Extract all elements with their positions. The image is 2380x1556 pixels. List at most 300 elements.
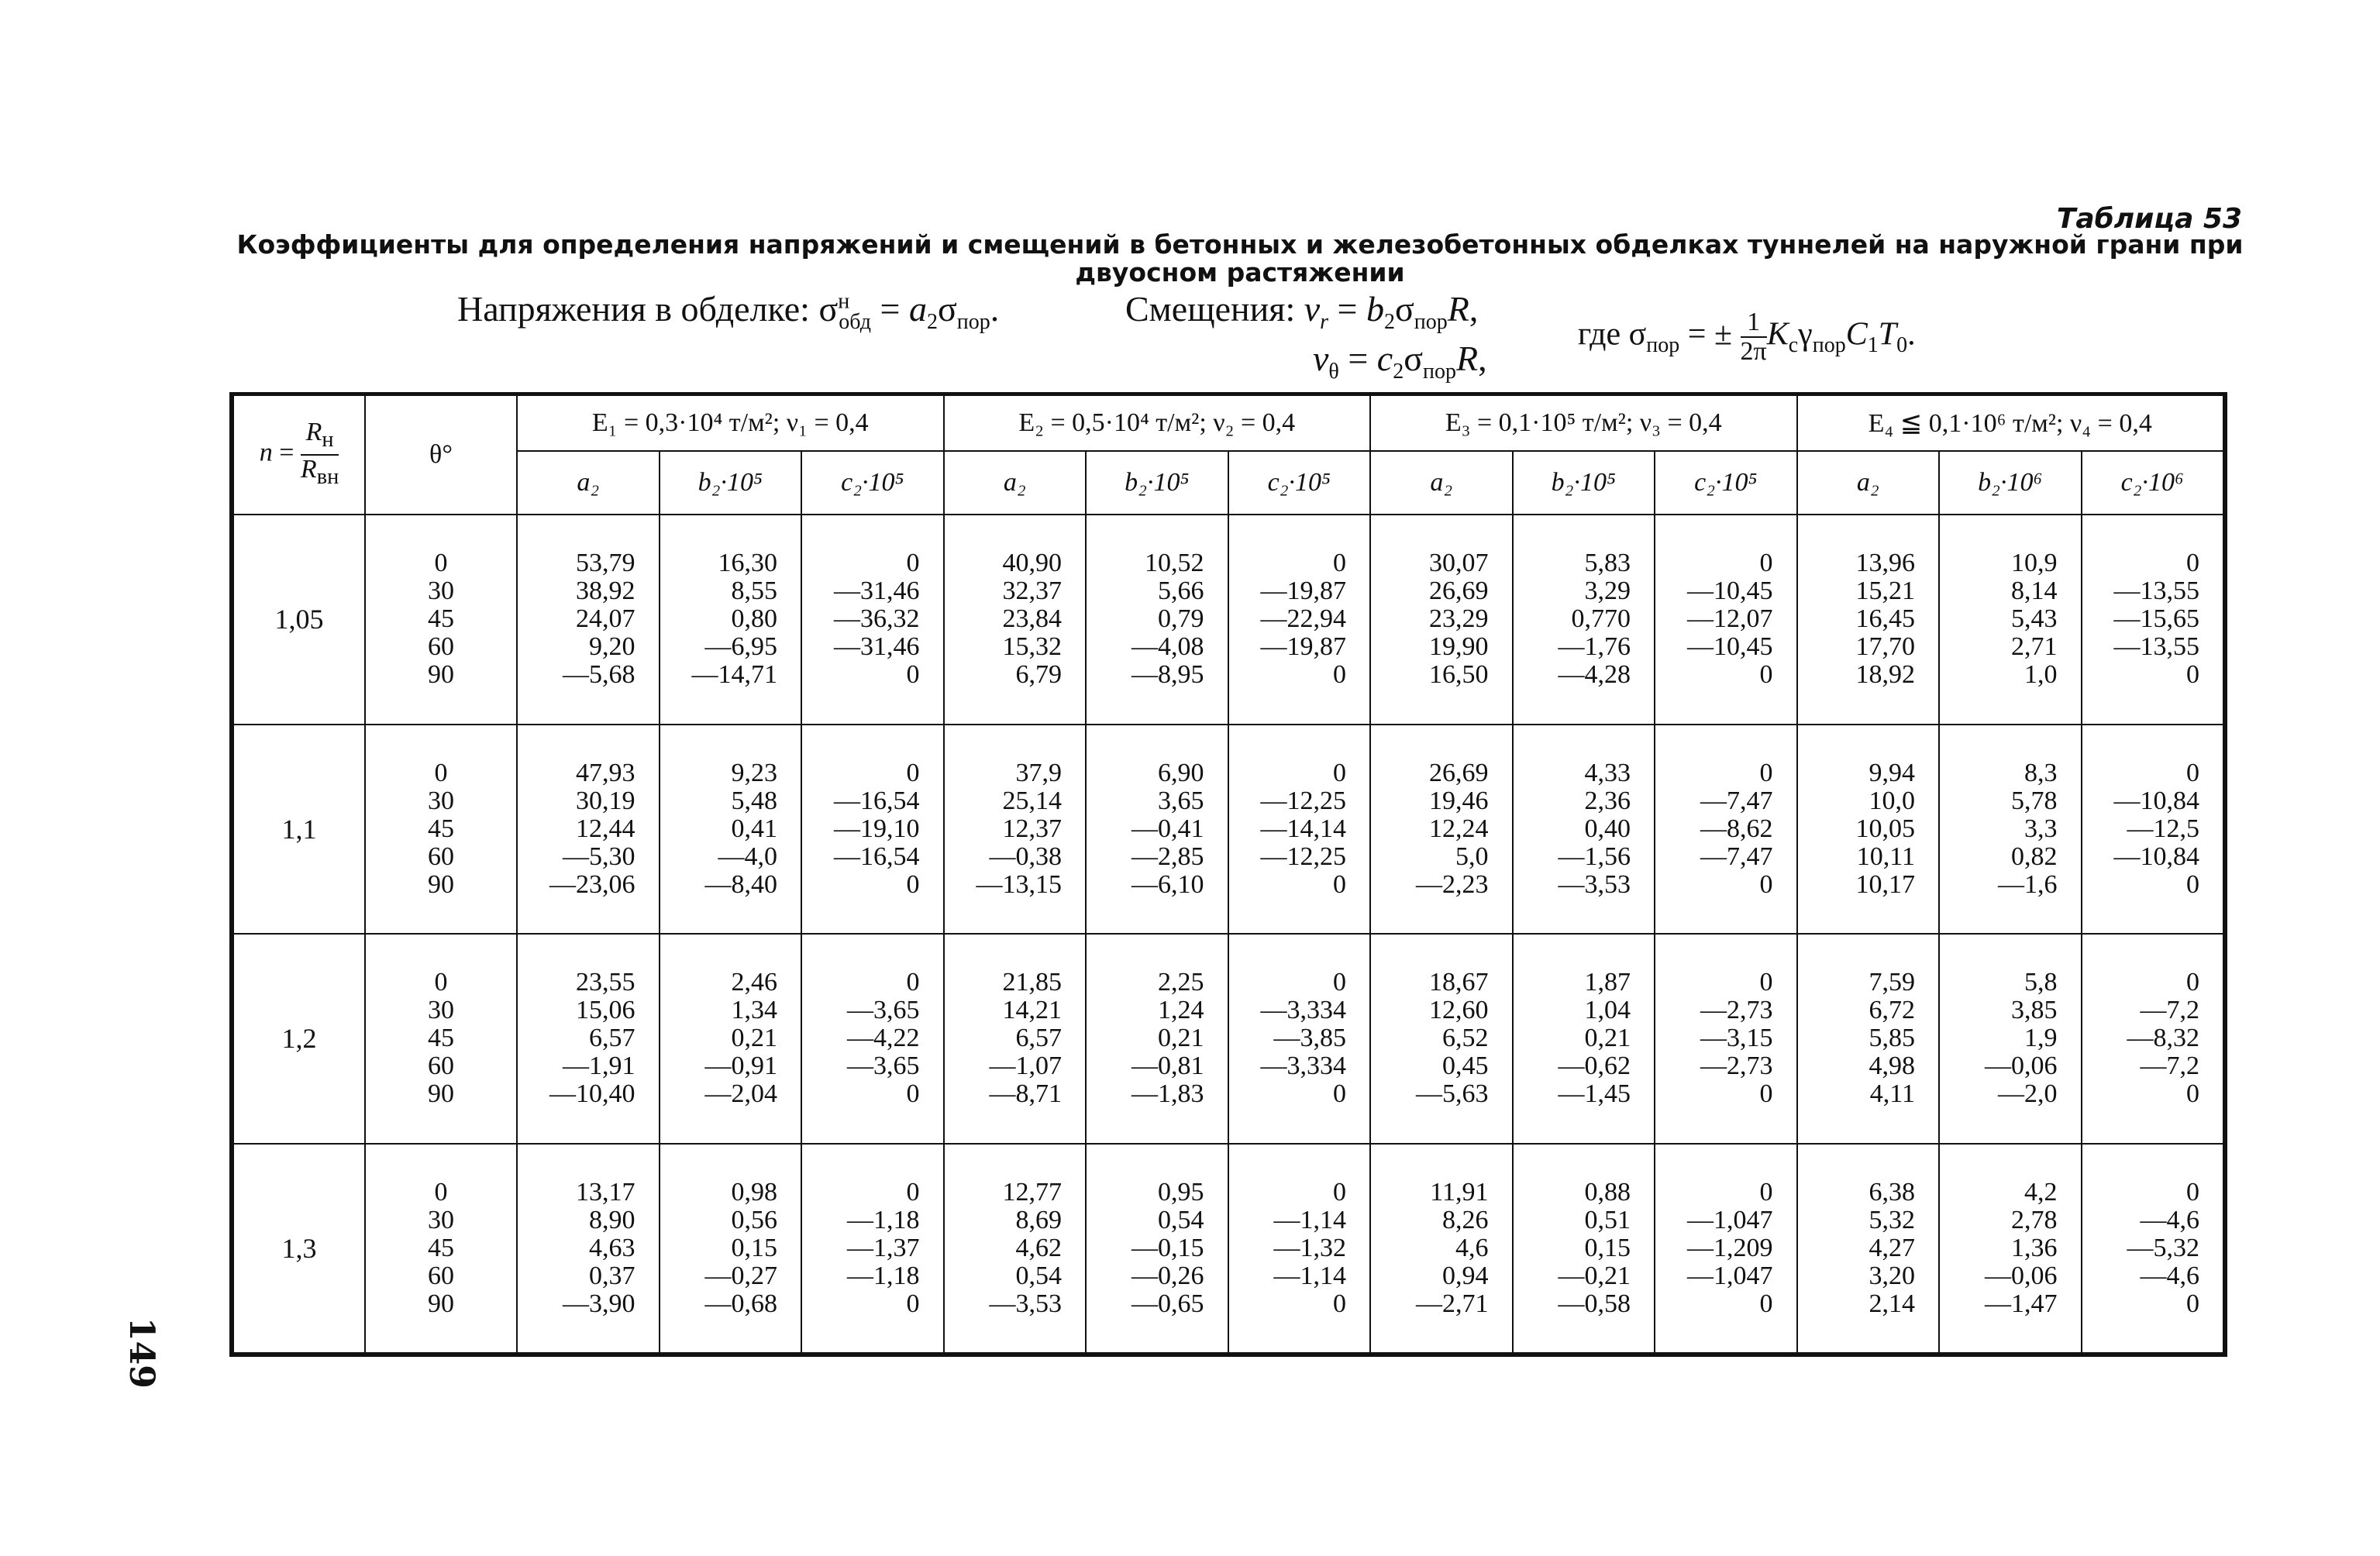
coefficient-cell bbox=[1939, 725, 2082, 935]
stress-formula: Напряжения в обделке: $\sigma^н_{обд} = a_2\sigma_{пор}$. bbox=[457, 289, 1000, 335]
coefficient-value: —1,83 bbox=[1131, 1079, 1204, 1109]
coefficient-value: —12,5 bbox=[2127, 814, 2199, 843]
coefficient-value: 0 bbox=[2186, 758, 2199, 787]
coefficient-value: 12,37 bbox=[1002, 814, 1062, 843]
coefficient-cell bbox=[1513, 1144, 1655, 1354]
coefficient-cell bbox=[660, 725, 802, 935]
coefficient-value: 2,14 bbox=[1869, 1289, 1915, 1318]
coefficient-value: —22,94 bbox=[1260, 604, 1346, 634]
n-value: 1,3 bbox=[233, 1144, 365, 1354]
coefficient-value: 0,37 bbox=[589, 1261, 635, 1290]
coefficient-value: 0,770 bbox=[1571, 604, 1631, 634]
coefficient-value: —12,07 bbox=[1687, 604, 1773, 634]
coefficient-cell bbox=[944, 1144, 1087, 1354]
where-label: где bbox=[1578, 316, 1621, 353]
coefficient-value: 4,11 bbox=[1869, 1079, 1915, 1109]
coefficient-cell bbox=[1655, 1144, 1797, 1354]
coefficient-value: —12,25 bbox=[1260, 842, 1346, 871]
coefficient-value: 8,69 bbox=[1015, 1205, 1062, 1234]
coefficient-value: 5,0 bbox=[1455, 842, 1489, 871]
coefficient-cell bbox=[517, 515, 660, 725]
coefficient-value: —12,25 bbox=[1260, 786, 1346, 815]
coefficient-value: —0,41 bbox=[1131, 814, 1204, 843]
coefficient-value: 5,32 bbox=[1869, 1205, 1915, 1234]
coefficient-value: —2,85 bbox=[1131, 842, 1204, 871]
coefficient-value: 0 bbox=[2186, 1079, 2199, 1109]
coefficient-cell bbox=[660, 515, 802, 725]
coefficient-value: —1,45 bbox=[1558, 1079, 1631, 1109]
coefficient-value: 8,90 bbox=[589, 1205, 635, 1234]
coefficient-value: 1,87 bbox=[1584, 968, 1631, 997]
coefficient-value: —3,53 bbox=[1558, 869, 1631, 899]
coefficient-cell bbox=[944, 515, 1087, 725]
theta-value: 30 bbox=[428, 577, 454, 606]
coefficient-cell bbox=[1513, 515, 1655, 725]
coefficient-value: 10,0 bbox=[1869, 786, 1915, 815]
table-row bbox=[233, 934, 2223, 1144]
coefficient-value: —4,0 bbox=[718, 842, 777, 871]
col-header: c₂·10⁵ bbox=[801, 451, 944, 515]
stress-label: Напряжения в обделке: bbox=[457, 289, 810, 329]
coefficient-value: 40,90 bbox=[1002, 549, 1062, 578]
group-header-e1: E₁ = 0,3·10⁴ т/м²; ν₁ = 0,4 bbox=[517, 395, 944, 451]
coefficient-value: 9,23 bbox=[731, 758, 777, 787]
coefficient-value: 0 bbox=[1333, 1177, 1346, 1207]
coefficient-cell bbox=[2082, 515, 2224, 725]
coefficient-value: 30,07 bbox=[1429, 549, 1489, 578]
coefficient-value: —7,47 bbox=[1700, 786, 1773, 815]
coefficient-value: 10,11 bbox=[1856, 842, 1915, 871]
coefficient-value: 0,15 bbox=[731, 1233, 777, 1262]
coefficient-cell bbox=[1655, 515, 1797, 725]
coefficient-value: 25,14 bbox=[1002, 786, 1062, 815]
coefficient-value: —1,14 bbox=[1273, 1205, 1346, 1234]
coefficient-value: —0,21 bbox=[1558, 1261, 1631, 1290]
coefficient-value: 2,25 bbox=[1158, 968, 1204, 997]
coefficient-cell bbox=[1939, 1144, 2082, 1354]
n-value: 1,1 bbox=[233, 725, 365, 935]
threshold-formula: где $\sigma_{пор}$ = ± $\frac{1}{2\pi}$ $K_с\gamma_{пор}C_1T_0$. bbox=[1578, 308, 1916, 366]
coefficient-value: 0,45 bbox=[1442, 1052, 1489, 1081]
radius-ratio: $\frac{R_н}{R_{вн}}$ bbox=[300, 418, 339, 489]
col-header: b₂·10⁶ bbox=[1939, 451, 2082, 515]
coefficient-value: —4,6 bbox=[2140, 1205, 2199, 1234]
coefficient-value: 16,30 bbox=[718, 549, 777, 578]
coefficient-value: 6,90 bbox=[1158, 758, 1204, 787]
coefficient-cell bbox=[660, 934, 802, 1144]
coefficient-value: —3,334 bbox=[1260, 996, 1346, 1025]
coefficient-value: 0 bbox=[1333, 660, 1346, 690]
coefficient-value: 8,3 bbox=[2024, 758, 2058, 787]
coefficient-value: 0,15 bbox=[1584, 1233, 1631, 1262]
coefficient-value: 5,8 bbox=[2024, 968, 2058, 997]
coefficient-value: 0 bbox=[1333, 549, 1346, 578]
coefficient-value: —5,68 bbox=[563, 660, 635, 690]
coefficient-value: 18,67 bbox=[1429, 968, 1489, 997]
coefficient-value: —0,06 bbox=[1985, 1261, 2058, 1290]
disp-label: Смещения: bbox=[1125, 289, 1296, 329]
displacement-formula-r: Смещения: $v_r = b_2\sigma_{пор}R$, bbox=[1125, 289, 1479, 335]
theta-value: 45 bbox=[428, 1024, 454, 1053]
coefficient-value: 0 bbox=[906, 1177, 920, 1207]
coefficient-value: 4,2 bbox=[2024, 1177, 2058, 1207]
theta-value: 0 bbox=[434, 758, 448, 787]
coefficient-value: 0 bbox=[1759, 758, 1773, 787]
coefficient-value: —13,55 bbox=[2113, 577, 2199, 606]
coefficient-value: 1,0 bbox=[2024, 660, 2058, 690]
coefficient-value: —0,26 bbox=[1131, 1261, 1204, 1290]
table-body bbox=[233, 515, 2223, 1353]
coefficient-value: —16,54 bbox=[834, 786, 920, 815]
coefficient-value: —1,32 bbox=[1273, 1233, 1346, 1262]
coefficient-value: 6,52 bbox=[1442, 1024, 1489, 1053]
coefficient-value: 3,85 bbox=[2011, 996, 2058, 1025]
coefficient-value: 0 bbox=[1759, 1177, 1773, 1207]
col-header: a₂ bbox=[944, 451, 1087, 515]
coefficient-value: 0 bbox=[1333, 869, 1346, 899]
coefficient-value: 5,43 bbox=[2011, 604, 2058, 634]
coefficient-value: —7,2 bbox=[2140, 1052, 2199, 1081]
coefficient-value: 15,06 bbox=[576, 996, 635, 1025]
coefficient-value: —1,56 bbox=[1558, 842, 1631, 871]
coefficient-value: —0,62 bbox=[1558, 1052, 1631, 1081]
coefficient-value: —5,32 bbox=[2127, 1233, 2199, 1262]
coefficient-cell bbox=[1797, 934, 1940, 1144]
coefficient-value: 0 bbox=[906, 549, 920, 578]
coefficient-value: —13,55 bbox=[2113, 632, 2199, 662]
coefficient-value: 5,85 bbox=[1869, 1024, 1915, 1053]
coefficient-value: 26,69 bbox=[1429, 577, 1489, 606]
coefficient-value: 12,77 bbox=[1002, 1177, 1062, 1207]
coefficient-value: —19,87 bbox=[1260, 577, 1346, 606]
coefficient-value: 9,20 bbox=[589, 632, 635, 662]
coefficient-cell bbox=[1939, 934, 2082, 1144]
coefficient-value: —5,63 bbox=[1416, 1079, 1489, 1109]
coefficient-value: 4,98 bbox=[1869, 1052, 1915, 1081]
coefficient-value: —0,68 bbox=[704, 1289, 777, 1318]
coefficient-cell bbox=[1086, 934, 1228, 1144]
coefficient-cell bbox=[660, 1144, 802, 1354]
coefficient-value: 0 bbox=[906, 869, 920, 899]
coefficient-value: 5,66 bbox=[1158, 577, 1204, 606]
coefficient-value: 15,32 bbox=[1002, 632, 1062, 662]
coefficient-value: —1,91 bbox=[563, 1052, 635, 1081]
theta-value: 90 bbox=[428, 1079, 454, 1109]
page-number: 149 bbox=[122, 1317, 161, 1389]
data-table bbox=[232, 394, 2224, 1354]
coefficient-cell bbox=[1228, 515, 1371, 725]
group-header-e4: E₄ ≦ 0,1·10⁶ т/м²; ν₄ = 0,4 bbox=[1797, 395, 2224, 451]
coefficient-value: —7,2 bbox=[2140, 996, 2199, 1025]
coefficient-cell bbox=[944, 934, 1087, 1144]
coefficient-value: —5,30 bbox=[563, 842, 635, 871]
coefficient-value: —1,6 bbox=[1998, 869, 2058, 899]
coefficient-value: 10,17 bbox=[1855, 869, 1915, 899]
coefficient-value: —0,38 bbox=[989, 842, 1062, 871]
coefficient-value: —31,46 bbox=[834, 577, 920, 606]
col-header: a₂ bbox=[1797, 451, 1940, 515]
coefficient-value: 19,90 bbox=[1429, 632, 1489, 662]
coefficient-value: 4,33 bbox=[1584, 758, 1631, 787]
coefficient-cell bbox=[1370, 515, 1513, 725]
coefficient-value: —0,06 bbox=[1985, 1052, 2058, 1081]
coefficient-value: —1,18 bbox=[847, 1205, 920, 1234]
theta-value: 45 bbox=[428, 604, 454, 634]
coefficient-cell bbox=[944, 725, 1087, 935]
table-title: Коэффициенты для определения напряжений и смещений в бетонных и железобетонных обделках туннелей на наружной грани при двуосном растяжении bbox=[236, 229, 2244, 287]
coefficient-value: 47,93 bbox=[576, 758, 635, 787]
theta-value: 45 bbox=[428, 814, 454, 843]
coefficient-value: 53,79 bbox=[576, 549, 635, 578]
coefficient-value: 2,71 bbox=[2011, 632, 2058, 662]
coefficient-cell bbox=[1655, 725, 1797, 935]
coefficient-value: 0,80 bbox=[731, 604, 777, 634]
coefficient-value: —3,15 bbox=[1700, 1024, 1773, 1053]
coefficient-value: —4,22 bbox=[847, 1024, 920, 1053]
theta-values bbox=[365, 1144, 517, 1354]
coefficient-cell bbox=[1086, 725, 1228, 935]
coefficient-cell bbox=[1228, 934, 1371, 1144]
coefficient-value: 23,55 bbox=[576, 968, 635, 997]
coefficient-cell bbox=[2082, 725, 2224, 935]
coefficient-value: 0 bbox=[1333, 968, 1346, 997]
coefficient-value: —8,95 bbox=[1131, 660, 1204, 690]
coefficient-value: —10,40 bbox=[549, 1079, 635, 1109]
coefficient-value: 0,41 bbox=[731, 814, 777, 843]
coefficient-value: 2,46 bbox=[731, 968, 777, 997]
coefficient-value: 6,57 bbox=[1015, 1024, 1062, 1053]
coefficient-value: —8,71 bbox=[989, 1079, 1062, 1109]
col-header: b₂·10⁵ bbox=[1086, 451, 1228, 515]
coefficient-value: 0 bbox=[2186, 549, 2199, 578]
coefficient-value: 5,48 bbox=[731, 786, 777, 815]
coefficient-value: 8,26 bbox=[1442, 1205, 1489, 1234]
coefficient-cell bbox=[1797, 515, 1940, 725]
coefficient-value: 0 bbox=[1759, 869, 1773, 899]
coefficient-value: 0 bbox=[906, 1289, 920, 1318]
coefficient-value: —1,37 bbox=[847, 1233, 920, 1262]
coefficient-value: 0,98 bbox=[731, 1177, 777, 1207]
coefficient-value: —2,04 bbox=[704, 1079, 777, 1109]
displacement-formula-theta: $v_\theta = c_2\sigma_{пор}R$, bbox=[1313, 339, 1487, 384]
coefficient-value: —1,047 bbox=[1687, 1205, 1773, 1234]
coefficient-value: 9,94 bbox=[1869, 758, 1915, 787]
coefficient-cell bbox=[801, 1144, 944, 1354]
theta-column-header: θ° bbox=[365, 395, 517, 515]
coefficient-value: 23,29 bbox=[1429, 604, 1489, 634]
group-header-e2: E₂ = 0,5·10⁴ т/м²; ν₂ = 0,4 bbox=[944, 395, 1371, 451]
coefficient-value: 11,91 bbox=[1430, 1177, 1489, 1207]
coefficient-value: —3,90 bbox=[563, 1289, 635, 1318]
coefficient-value: —8,32 bbox=[2127, 1024, 2199, 1053]
theta-value: 60 bbox=[428, 1052, 454, 1081]
col-header: a₂ bbox=[517, 451, 660, 515]
col-header: c₂·10⁵ bbox=[1228, 451, 1371, 515]
coefficient-value: 12,44 bbox=[576, 814, 635, 843]
coefficient-value: —1,07 bbox=[989, 1052, 1062, 1081]
coefficient-value: 0 bbox=[2186, 660, 2199, 690]
n-value: 1,05 bbox=[233, 515, 365, 725]
coefficient-value: —3,85 bbox=[1273, 1024, 1346, 1053]
coefficient-value: 14,21 bbox=[1002, 996, 1062, 1025]
coefficient-value: 0,94 bbox=[1442, 1261, 1489, 1290]
coefficient-value: —0,65 bbox=[1131, 1289, 1204, 1318]
coefficient-value: 21,85 bbox=[1002, 968, 1062, 997]
coefficient-value: —4,08 bbox=[1131, 632, 1204, 662]
coefficient-value: 0,21 bbox=[731, 1024, 777, 1053]
coefficient-cell bbox=[517, 1144, 660, 1354]
coefficient-cell bbox=[1797, 725, 1940, 935]
coefficient-value: 6,57 bbox=[589, 1024, 635, 1053]
coefficient-value: —2,73 bbox=[1700, 996, 1773, 1025]
coefficient-value: —1,18 bbox=[847, 1261, 920, 1290]
col-header: b₂·10⁵ bbox=[660, 451, 802, 515]
coefficient-value: 10,52 bbox=[1145, 549, 1204, 578]
coefficient-value: 0 bbox=[906, 968, 920, 997]
coefficient-cell bbox=[1228, 725, 1371, 935]
coefficient-value: —3,334 bbox=[1260, 1052, 1346, 1081]
theta-value: 90 bbox=[428, 869, 454, 899]
coefficient-value: 26,69 bbox=[1429, 758, 1489, 787]
coefficient-value: 0,21 bbox=[1584, 1024, 1631, 1053]
coefficient-value: —23,06 bbox=[549, 869, 635, 899]
coefficient-cell bbox=[1513, 725, 1655, 935]
coefficient-value: 12,24 bbox=[1429, 814, 1489, 843]
coefficient-value: 3,3 bbox=[2024, 814, 2058, 843]
n-column-header: n = $\frac{R_н}{R_{вн}}$ bbox=[233, 395, 365, 515]
coefficient-value: —4,6 bbox=[2140, 1261, 2199, 1290]
theta-value: 45 bbox=[428, 1233, 454, 1262]
coefficient-value: 4,63 bbox=[589, 1233, 635, 1262]
coefficient-value: 0 bbox=[1333, 758, 1346, 787]
coefficient-value: 0,51 bbox=[1584, 1205, 1631, 1234]
coefficient-value: 4,27 bbox=[1869, 1233, 1915, 1262]
table-row bbox=[233, 1144, 2223, 1354]
coefficient-value: 0,56 bbox=[731, 1205, 777, 1234]
theta-value: 0 bbox=[434, 549, 448, 578]
coefficient-value: —1,47 bbox=[1985, 1289, 2058, 1318]
coefficient-value: —8,40 bbox=[704, 869, 777, 899]
group-header-e3: E₃ = 0,1·10⁵ т/м²; ν₃ = 0,4 bbox=[1370, 395, 1797, 451]
one-over-two-pi: $\frac{1}{2\pi}$ bbox=[1740, 308, 1767, 366]
coefficient-value: 6,38 bbox=[1869, 1177, 1915, 1207]
coefficients-table bbox=[229, 392, 2227, 1357]
coefficient-value: —19,87 bbox=[1260, 632, 1346, 662]
coefficient-value: 0,82 bbox=[2011, 842, 2058, 871]
coefficient-value: 0 bbox=[1759, 1079, 1773, 1109]
coefficient-value: —7,47 bbox=[1700, 842, 1773, 871]
coefficient-value: —19,10 bbox=[834, 814, 920, 843]
coefficient-value: —0,27 bbox=[704, 1261, 777, 1290]
col-header: c₂·10⁵ bbox=[1655, 451, 1797, 515]
coefficient-value: 0 bbox=[1759, 1289, 1773, 1318]
coefficient-value: 0 bbox=[2186, 1177, 2199, 1207]
coefficient-value: 3,65 bbox=[1158, 786, 1204, 815]
coefficient-value: 15,21 bbox=[1855, 577, 1915, 606]
coefficient-value: 2,78 bbox=[2011, 1205, 2058, 1234]
coefficient-value: 32,37 bbox=[1002, 577, 1062, 606]
coefficient-value: —6,10 bbox=[1131, 869, 1204, 899]
coefficient-value: 0 bbox=[2186, 968, 2199, 997]
theta-value: 90 bbox=[428, 1289, 454, 1318]
coefficient-value: 0,54 bbox=[1015, 1261, 1062, 1290]
coefficient-value: 4,62 bbox=[1015, 1233, 1062, 1262]
coefficient-value: —4,28 bbox=[1558, 660, 1631, 690]
coefficient-value: 30,19 bbox=[576, 786, 635, 815]
coefficient-value: —3,65 bbox=[847, 996, 920, 1025]
coefficient-value: —2,23 bbox=[1416, 869, 1489, 899]
coefficient-value: 3,20 bbox=[1869, 1261, 1915, 1290]
coefficient-value: —1,14 bbox=[1273, 1261, 1346, 1290]
coefficient-value: 24,07 bbox=[576, 604, 635, 634]
coefficient-cell bbox=[517, 725, 660, 935]
theta-value: 30 bbox=[428, 786, 454, 815]
coefficient-value: —2,71 bbox=[1416, 1289, 1489, 1318]
coefficient-value: 8,14 bbox=[2011, 577, 2058, 606]
coefficient-value: 6,79 bbox=[1015, 660, 1062, 690]
theta-value: 0 bbox=[434, 1177, 448, 1207]
table-number: Таблица 53 bbox=[2056, 203, 2242, 235]
coefficient-value: —31,46 bbox=[834, 632, 920, 662]
coefficient-value: —3,65 bbox=[847, 1052, 920, 1081]
theta-value: 60 bbox=[428, 632, 454, 662]
coefficient-value: 0 bbox=[1759, 968, 1773, 997]
theta-value: 30 bbox=[428, 996, 454, 1025]
coefficient-value: 8,55 bbox=[731, 577, 777, 606]
theta-value: 60 bbox=[428, 842, 454, 871]
coefficient-cell bbox=[1370, 725, 1513, 935]
n-value: 1,2 bbox=[233, 934, 365, 1144]
coefficient-value: 6,72 bbox=[1869, 996, 1915, 1025]
coefficient-value: 1,34 bbox=[731, 996, 777, 1025]
coefficient-value: 0,21 bbox=[1158, 1024, 1204, 1053]
coefficient-cell bbox=[1086, 1144, 1228, 1354]
coefficient-value: 1,24 bbox=[1158, 996, 1204, 1025]
coefficient-value: —1,047 bbox=[1687, 1261, 1773, 1290]
coefficient-value: —2,73 bbox=[1700, 1052, 1773, 1081]
coefficient-value: 4,6 bbox=[1455, 1233, 1489, 1262]
col-header: c₂·10⁶ bbox=[2082, 451, 2224, 515]
theta-value: 60 bbox=[428, 1261, 454, 1290]
coefficient-cell bbox=[2082, 934, 2224, 1144]
coefficient-value: 0 bbox=[2186, 1289, 2199, 1318]
coefficient-value: —0,15 bbox=[1131, 1233, 1204, 1262]
coefficient-value: —10,84 bbox=[2113, 786, 2199, 815]
coefficient-value: 0,95 bbox=[1158, 1177, 1204, 1207]
coefficient-cell bbox=[2082, 1144, 2224, 1354]
coefficient-value: —1,209 bbox=[1687, 1233, 1773, 1262]
coefficient-value: —3,53 bbox=[989, 1289, 1062, 1318]
coefficient-cell bbox=[517, 934, 660, 1144]
coefficient-value: 1,04 bbox=[1584, 996, 1631, 1025]
coefficient-value: —0,81 bbox=[1131, 1052, 1204, 1081]
coefficient-value: 5,78 bbox=[2011, 786, 2058, 815]
coefficient-value: —14,14 bbox=[1260, 814, 1346, 843]
coefficient-value: 12,60 bbox=[1429, 996, 1489, 1025]
coefficient-value: —10,45 bbox=[1687, 577, 1773, 606]
coefficient-value: 0 bbox=[906, 660, 920, 690]
coefficient-value: 0 bbox=[1759, 549, 1773, 578]
coefficient-value: 37,9 bbox=[1015, 758, 1062, 787]
coefficient-cell bbox=[1370, 1144, 1513, 1354]
coefficient-value: 0,88 bbox=[1584, 1177, 1631, 1207]
coefficient-value: 0,40 bbox=[1584, 814, 1631, 843]
coefficient-cell bbox=[801, 934, 944, 1144]
coefficient-value: 0,54 bbox=[1158, 1205, 1204, 1234]
coefficient-value: —1,76 bbox=[1558, 632, 1631, 662]
coefficient-value: —0,58 bbox=[1558, 1289, 1631, 1318]
coefficient-value: 0 bbox=[906, 758, 920, 787]
